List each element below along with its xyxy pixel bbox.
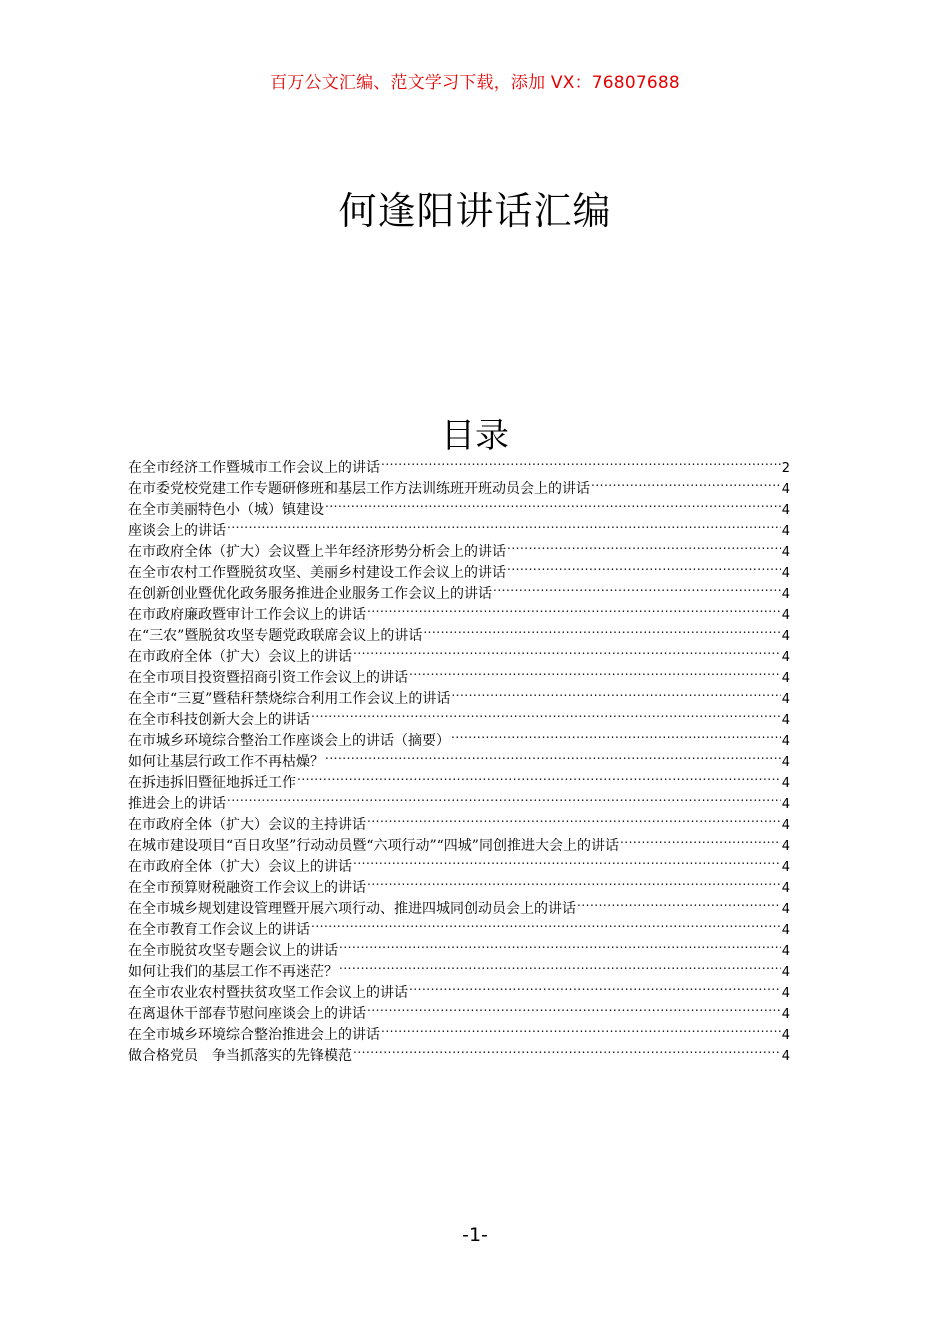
toc-leader-dots [325,493,781,514]
header-banner: 百万公文汇编、范文学习下载，添加 VX：76807688 [270,73,680,93]
toc-leader-dots [353,1039,781,1060]
toc-leader-dots [367,598,781,619]
toc-entry-title: 在市政府全体（扩大）会议上的讲话 [128,859,352,875]
toc-entry-title: 在全市“三夏”暨秸秆禁烧综合利用工作会议上的讲话 [128,691,451,707]
toc-entry-title: 在市委党校党建工作专题研修班和基层工作方法训练班开班动员会上的讲话 [128,481,590,497]
toc-entry-page: 4 [781,1007,790,1022]
toc-leader-dots [367,808,781,829]
toc-entry[interactable] [128,535,790,560]
toc-entry-page: 4 [781,545,790,560]
toc-entry-page: 4 [781,587,790,602]
toc-entry-title: 在全市项目投资暨招商引资工作会议上的讲话 [128,670,408,686]
toc-entry-title: 在创新创业暨优化政务服务推进企业服务工作会议上的讲话 [128,586,492,602]
toc-leader-dots [311,703,781,724]
toc-leader-dots [507,556,781,577]
toc-leader-dots [493,577,781,598]
toc-entry-page: 4 [781,650,790,665]
toc-entry-title: 在全市农村工作暨脱贫攻坚、美丽乡村建设工作会议上的讲话 [128,565,506,581]
toc-entry-title: 推进会上的讲话 [128,796,226,812]
toc-entry-title: 在全市城乡环境综合整治推进会上的讲话 [128,1027,380,1043]
toc-leader-dots [577,892,781,913]
toc-entry-title: 在市政府廉政暨审计工作会议上的讲话 [128,607,366,623]
table-of-contents [128,451,790,1064]
toc-leader-dots [423,619,780,640]
toc-entry-title: 在拆违拆旧暨征地拆迁工作 [128,775,296,791]
toc-entry-page: 4 [781,839,790,854]
toc-entry-title: 在全市预算财税融资工作会议上的讲话 [128,880,366,896]
toc-leader-dots [381,1018,781,1039]
toc-leader-dots [353,850,781,871]
toc-entry-title: 在市政府全体（扩大）会议的主持讲话 [128,817,366,833]
toc-entry-page: 2 [781,461,790,476]
toc-entry-title: 在“三农”暨脱贫攻坚专题党政联席会议上的讲话 [128,628,423,644]
toc-entry[interactable] [128,451,790,476]
toc-entry-page: 4 [781,860,790,875]
toc-entry-page: 4 [781,1049,790,1064]
toc-entry-page: 4 [781,944,790,959]
toc-entry-page: 4 [781,608,790,623]
toc-entry-title: 在市政府全体（扩大）会议暨上半年经济形势分析会上的讲话 [128,544,506,560]
toc-entry-page: 4 [781,818,790,833]
toc-entry-title: 如何让基层行政工作不再枯燥？ [128,754,324,770]
toc-entry[interactable] [128,808,790,833]
toc-leader-dots [325,745,781,766]
toc-leader-dots [227,787,781,808]
toc-entry-page: 4 [781,755,790,770]
toc-entry-title: 如何让我们的基层工作不再迷茫？ [128,964,338,980]
toc-leader-dots [297,766,781,787]
toc-entry-page: 4 [781,797,790,812]
toc-entry-title: 在全市农业农村暨扶贫攻坚工作会议上的讲话 [128,985,408,1001]
toc-leader-dots [507,535,781,556]
toc-entry-page: 4 [781,965,790,980]
toc-entry-page: 4 [781,902,790,917]
toc-entry[interactable] [128,514,790,539]
toc-entry-page: 4 [781,881,790,896]
toc-entry-page: 4 [781,1028,790,1043]
page-number: -1- [462,1224,488,1246]
toc-entry-page: 4 [781,734,790,749]
toc-entry-page: 4 [781,776,790,791]
toc-leader-dots [367,871,781,892]
toc-entry-page: 4 [781,713,790,728]
toc-leader-dots [339,955,781,976]
toc-leader-dots [381,451,781,472]
toc-entry-page: 4 [781,923,790,938]
toc-leader-dots [353,640,781,661]
document-title: 何逢阳讲话汇编 [338,189,612,233]
toc-leader-dots [620,829,781,850]
toc-entry-page: 4 [781,503,790,518]
toc-leader-dots [367,997,781,1018]
toc-leader-dots [451,724,781,745]
toc-entry-title: 在全市经济工作暨城市工作会议上的讲话 [128,460,380,476]
toc-entry-title: 在全市脱贫攻坚专题会议上的讲话 [128,943,338,959]
toc-entry-page: 4 [781,524,790,539]
toc-leader-dots [311,913,781,934]
toc-entry-title: 在全市科技创新大会上的讲话 [128,712,310,728]
toc-entry-page: 4 [781,692,790,707]
toc-entry-title: 座谈会上的讲话 [128,523,226,539]
toc-entry-title: 做合格党员 争当抓落实的先锋模范 [128,1048,352,1064]
toc-leader-dots [409,976,781,997]
toc-entry-page: 4 [781,566,790,581]
toc-leader-dots [409,661,781,682]
toc-entry-page: 4 [781,671,790,686]
toc-leader-dots [339,934,781,955]
toc-entry-title: 在全市美丽特色小（城）镇建设 [128,502,324,518]
toc-entry-title: 在全市教育工作会议上的讲话 [128,922,310,938]
toc-entry-title: 在市政府全体（扩大）会议上的讲话 [128,649,352,665]
toc-leader-dots [451,682,780,703]
toc-entry-title: 在离退休干部春节慰问座谈会上的讲话 [128,1006,366,1022]
toc-heading: 目录 [441,416,509,456]
toc-entry-page: 4 [781,986,790,1001]
toc-entry-title: 在市城乡环境综合整治工作座谈会上的讲话（摘要） [128,733,450,749]
toc-leader-dots [591,472,781,493]
toc-entry[interactable] [128,787,790,812]
toc-entry-title: 在城市建设项目“百日攻坚”行动动员暨“六项行动”“四城”同创推进大会上的讲话 [128,838,619,854]
toc-leader-dots [227,514,781,535]
toc-entry-title: 在全市城乡规划建设管理暨开展六项行动、推进四城同创动员会上的讲话 [128,901,576,917]
toc-entry-page: 4 [781,629,790,644]
toc-entry-page: 4 [781,482,790,497]
